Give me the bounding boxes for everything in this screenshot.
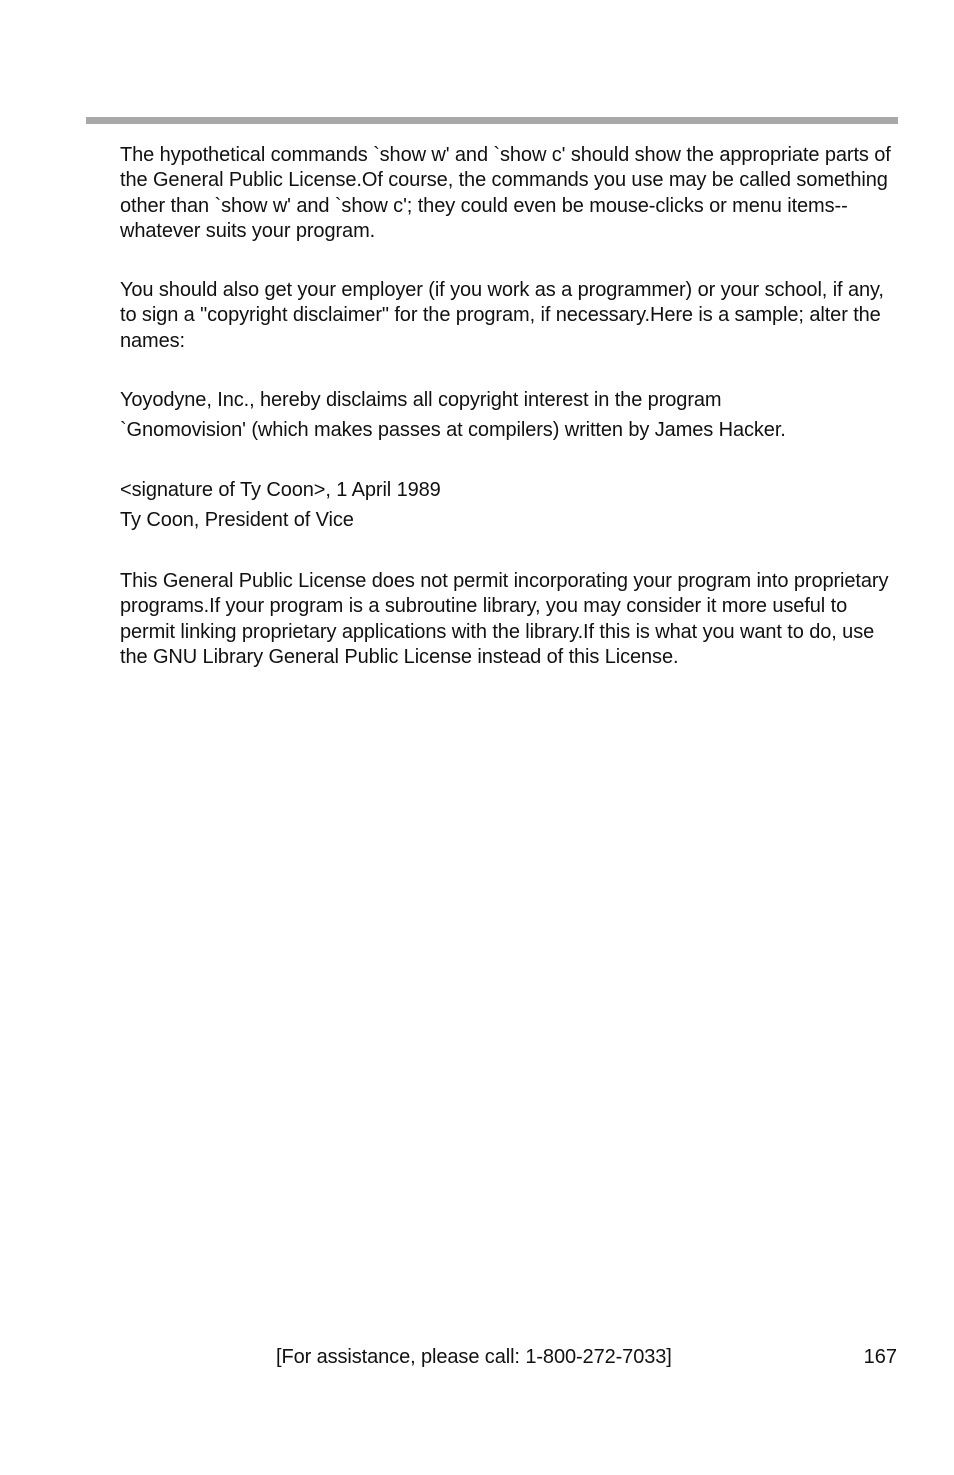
sample-line: Yoyodyne, Inc., hereby disclaims all copyright interest in the program <box>120 389 722 412</box>
sample-line: `Gnomovision' (which makes passes at compilers) written by James Hacker. <box>120 419 786 442</box>
page-number: 167 <box>863 1346 897 1368</box>
signature-block <box>120 475 900 535</box>
header-rule <box>86 117 898 124</box>
paragraph-show-commands: The hypothetical commands `show w' and `show c' should show the appropriate parts of the General Public License.Of course, the commands you use may be called something other than `show w' and `show c'; they could even be mouse-clicks or menu items--whatever suits your program. <box>120 144 891 242</box>
signature-line: Ty Coon, President of Vice <box>120 509 354 532</box>
paragraph-closing: This General Public License does not permit incorporating your program into proprietary programs.If your program is a subroutine library, you may consider it more useful to permit linking proprietary applications with the library.If this is what you want to do, use the GNU Library General Public License instead of this License. <box>120 570 889 668</box>
signature-line: <signature of Ty Coon>, 1 April 1989 <box>120 479 441 502</box>
footer-assistance-text: [For assistance, please call: 1-800-272-7033] <box>276 1346 672 1368</box>
sample-disclaimer <box>120 385 900 445</box>
page-body <box>120 143 900 670</box>
paragraph-copyright-disclaimer: You should also get your employer (if you work as a programmer) or your school, if any, to sign a "copyright disclaimer" for the program, if necessary.Here is a sample; alter the names: <box>120 279 884 352</box>
